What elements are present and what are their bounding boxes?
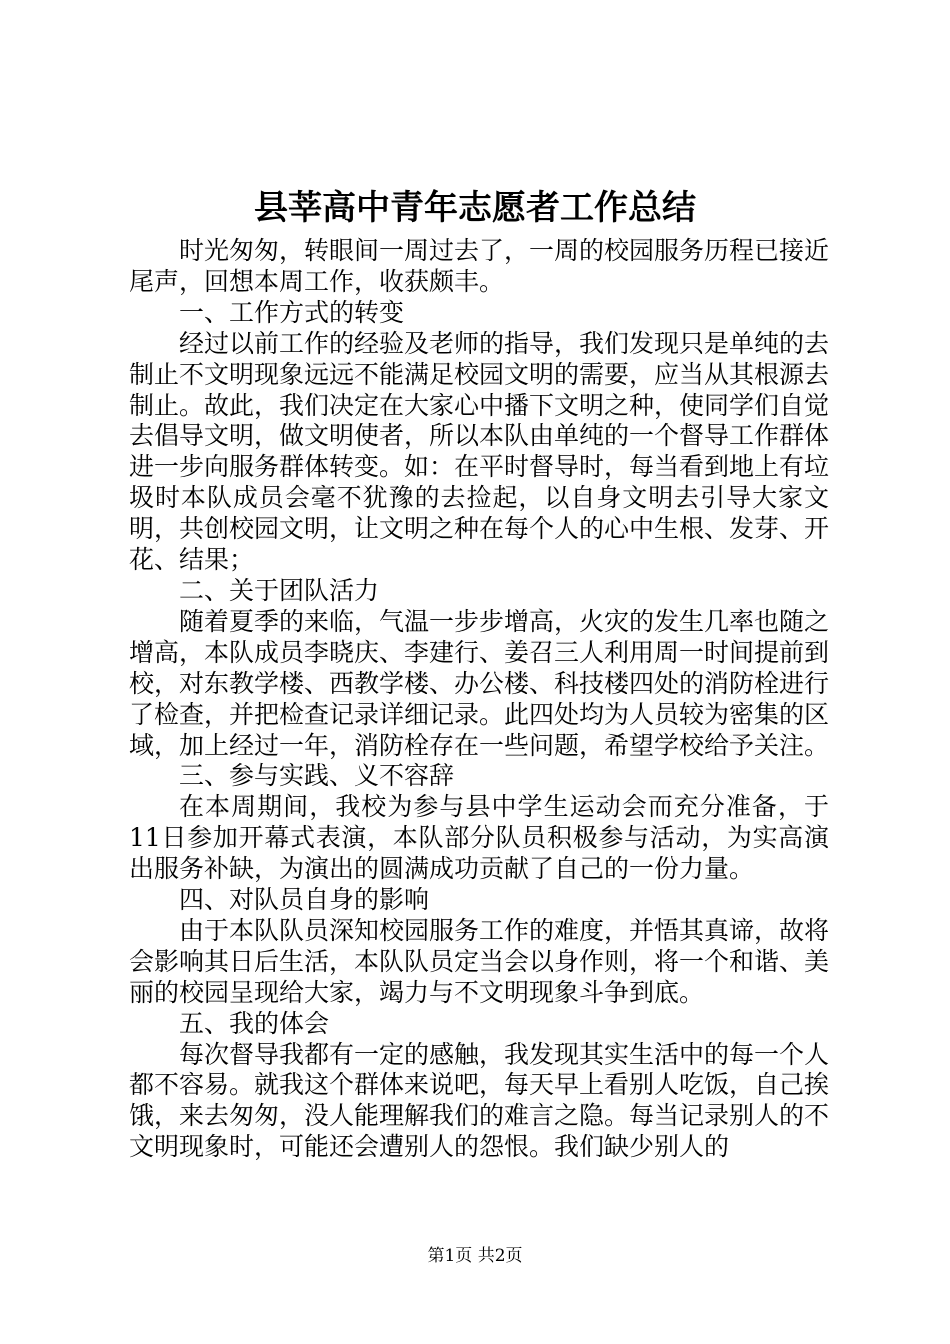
paragraph-intro: 时光匆匆，转眼间一周过去了，一周的校园服务历程已接近尾声，回想本周工作，收获颇丰。 bbox=[129, 236, 830, 296]
paragraph-section-4: 由于本队队员深知校园服务工作的难度，并悟其真谛，故将会影响其日后生活，本队队员定当会以身作则，将一个和谐、美丽的校园呈现给大家，竭力与不文明现象斗争到底。 bbox=[129, 915, 830, 1007]
section-heading-2: 二、关于团队活力 bbox=[179, 575, 380, 605]
paragraph-section-2: 随着夏季的来临，气温一步步增高，火灾的发生几率也随之增高，本队成员李晓庆、李建行、姜召三人利用周一时间提前到校，对东教学楼、西教学楼、办公楼、科技楼四处的消防栓进行了检查，并把检查记录详细记录。此四处均为人员较为密集的区域，加上经过一年，消防栓存在一些问题，希望学校给予关注。 bbox=[129, 606, 830, 760]
section-heading-5: 五、我的体会 bbox=[179, 1008, 330, 1038]
paragraph-section-1: 经过以前工作的经验及老师的指导，我们发现只是单纯的去制止不文明现象远远不能满足校园文明的需要，应当从其根源去制止。故此，我们决定在大家心中播下文明之种，使同学们自觉去倡导文明，做文明使者，所以本队由单纯的一个督导工作群体进一步向服务群体转变。如：在平时督导时，每当看到地上有垃圾时本队成员会毫不犹豫的去捡起，以自身文明去引导大家文明，共创校园文明，让文明之种在每个人的心中生根、发芽、开花、结果； bbox=[129, 328, 830, 575]
paragraph-section-3: 在本周期间，我校为参与县中学生运动会而充分准备，于11日参加开幕式表演，本队部分队员积极参与活动，为实高演出服务补缺，为演出的圆满成功贡献了自己的一份力量。 bbox=[129, 792, 829, 884]
page-footer: 第1页 共2页 bbox=[427, 1246, 523, 1266]
document-title: 县莘高中青年志愿者工作总结 bbox=[254, 188, 696, 228]
section-heading-3: 三、参与实践、义不容辞 bbox=[179, 761, 455, 791]
paragraph-section-5: 每次督导我都有一定的感触，我发现其实生活中的每一个人都不容易。就我这个群体来说吧，每天早上看别人吃饭，自己挨饿，来去匆匆，没人能理解我们的难言之隐。每当记录别人的不文明现象时，可能还会遭别人的怨恨。我们缺少别人的 bbox=[129, 1039, 830, 1162]
document-body bbox=[129, 236, 829, 1163]
section-heading-4: 四、对队员自身的影响 bbox=[179, 885, 430, 915]
section-heading-1: 一、工作方式的转变 bbox=[179, 297, 405, 327]
